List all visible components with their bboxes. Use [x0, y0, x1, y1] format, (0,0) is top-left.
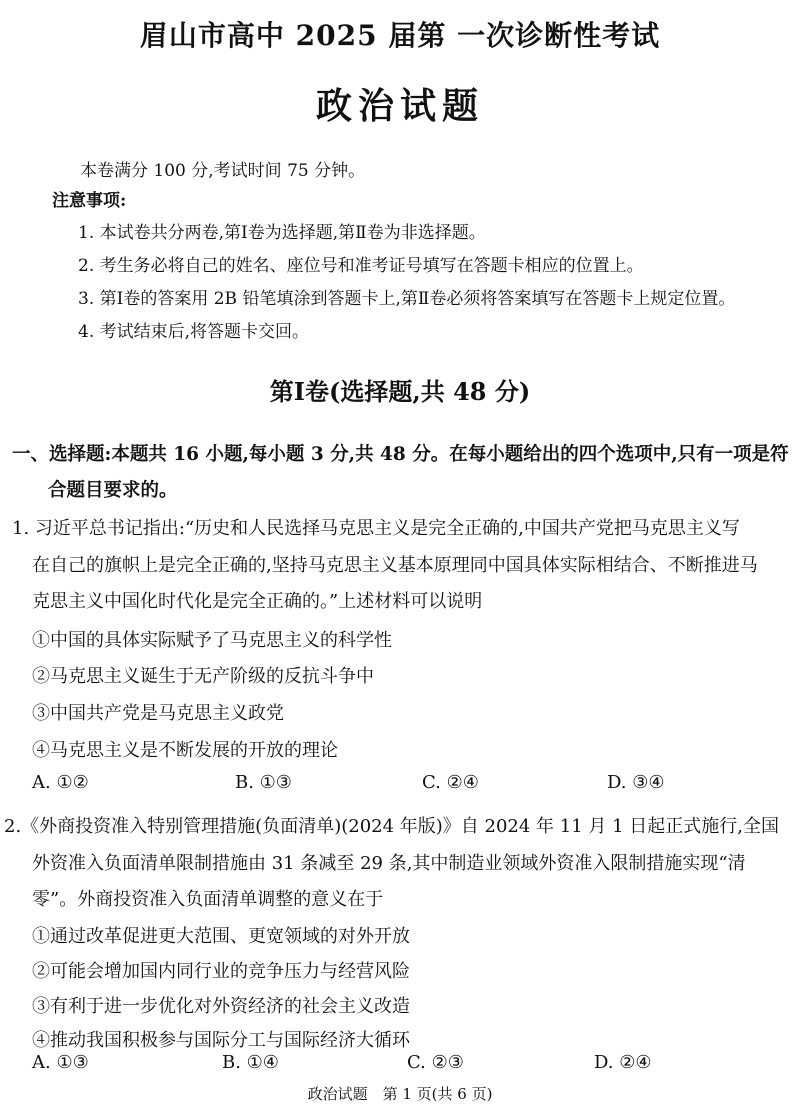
option-d[interactable]: D. ②④: [594, 1052, 652, 1073]
question-2-statement: ②可能会增加国内同行业的竞争压力与经营风险: [32, 961, 410, 982]
option-a[interactable]: A. ①②: [32, 772, 89, 793]
option-c[interactable]: C. ②③: [407, 1052, 464, 1073]
option-b[interactable]: B. ①③: [235, 772, 292, 793]
notice-item: 2. 考生务必将自己的姓名、座位号和准考证号填写在答题卡相应的位置上。: [78, 256, 644, 276]
part-instructions-cont: 合题目要求的。: [48, 480, 178, 501]
question-1-statement: ④马克思主义是不断发展的开放的理论: [32, 740, 338, 761]
question-2-stem: 2.《外商投资准入特别管理措施(负面清单)(2024 年版)》自 2024 年 11 月 1 日起正式施行,全国: [4, 816, 780, 837]
question-1-stem: 在自己的旗帜上是完全正确的,坚持马克思主义基本原理同中国具体实际相结合、不断推进马: [32, 555, 758, 576]
section-title: 第Ⅰ卷(选择题,共 48 分): [269, 377, 531, 406]
option-d[interactable]: D. ③④: [607, 772, 665, 793]
question-1-statement: ②马克思主义诞生于无产阶级的反抗斗争中: [32, 666, 374, 687]
question-2-statement: ③有利于进一步优化对外资经济的社会主义改造: [32, 996, 410, 1017]
question-2-statement: ④推动我国积极参与国际分工与国际经济大循环: [32, 1030, 410, 1051]
option-b[interactable]: B. ①④: [222, 1052, 279, 1073]
notice-item: 3. 第Ⅰ卷的答案用 2B 铅笔填涂到答题卡上,第Ⅱ卷必须将答案填写在答题卡上规定位置。: [78, 289, 736, 309]
notice-heading: 注意事项:: [52, 191, 127, 211]
option-a[interactable]: A. ①③: [32, 1052, 89, 1073]
question-1-statement: ①中国的具体实际赋予了马克思主义的科学性: [32, 630, 392, 651]
exam-intro: 本卷满分 100 分,考试时间 75 分钟。: [80, 161, 366, 181]
part-instructions: 一、选择题:本题共 16 小题,每小题 3 分,共 48 分。在每小题给出的四个选项中,只有一项是符: [12, 444, 789, 465]
exam-title: 眉山市高中 2025 届第 一次诊断性考试: [139, 19, 661, 52]
notice-item: 4. 考试结束后,将答题卡交回。: [78, 322, 310, 342]
question-2-stem: 外资准入负面清单限制措施由 31 条减至 29 条,其中制造业领域外资准入限制措施实现“清: [32, 853, 746, 874]
question-1-stem: 克思主义中国化时代化是完全正确的。”上述材料可以说明: [32, 591, 483, 612]
question-1-stem: 1. 习近平总书记指出:“历史和人民选择马克思主义是完全正确的,中国共产党把马克思主义写: [12, 518, 740, 539]
subject-title: 政治试题: [315, 85, 484, 127]
question-2-stem: 零”。外商投资准入负面清单调整的意义在于: [32, 889, 384, 910]
page-footer: 政治试题 第 1 页(共 6 页): [307, 1085, 493, 1103]
notice-item: 1. 本试卷共分两卷,第Ⅰ卷为选择题,第Ⅱ卷为非选择题。: [78, 223, 486, 243]
question-2-statement: ①通过改革促进更大范围、更宽领域的对外开放: [32, 926, 410, 947]
question-1-statement: ③中国共产党是马克思主义政党: [32, 703, 284, 724]
option-c[interactable]: C. ②④: [422, 772, 479, 793]
